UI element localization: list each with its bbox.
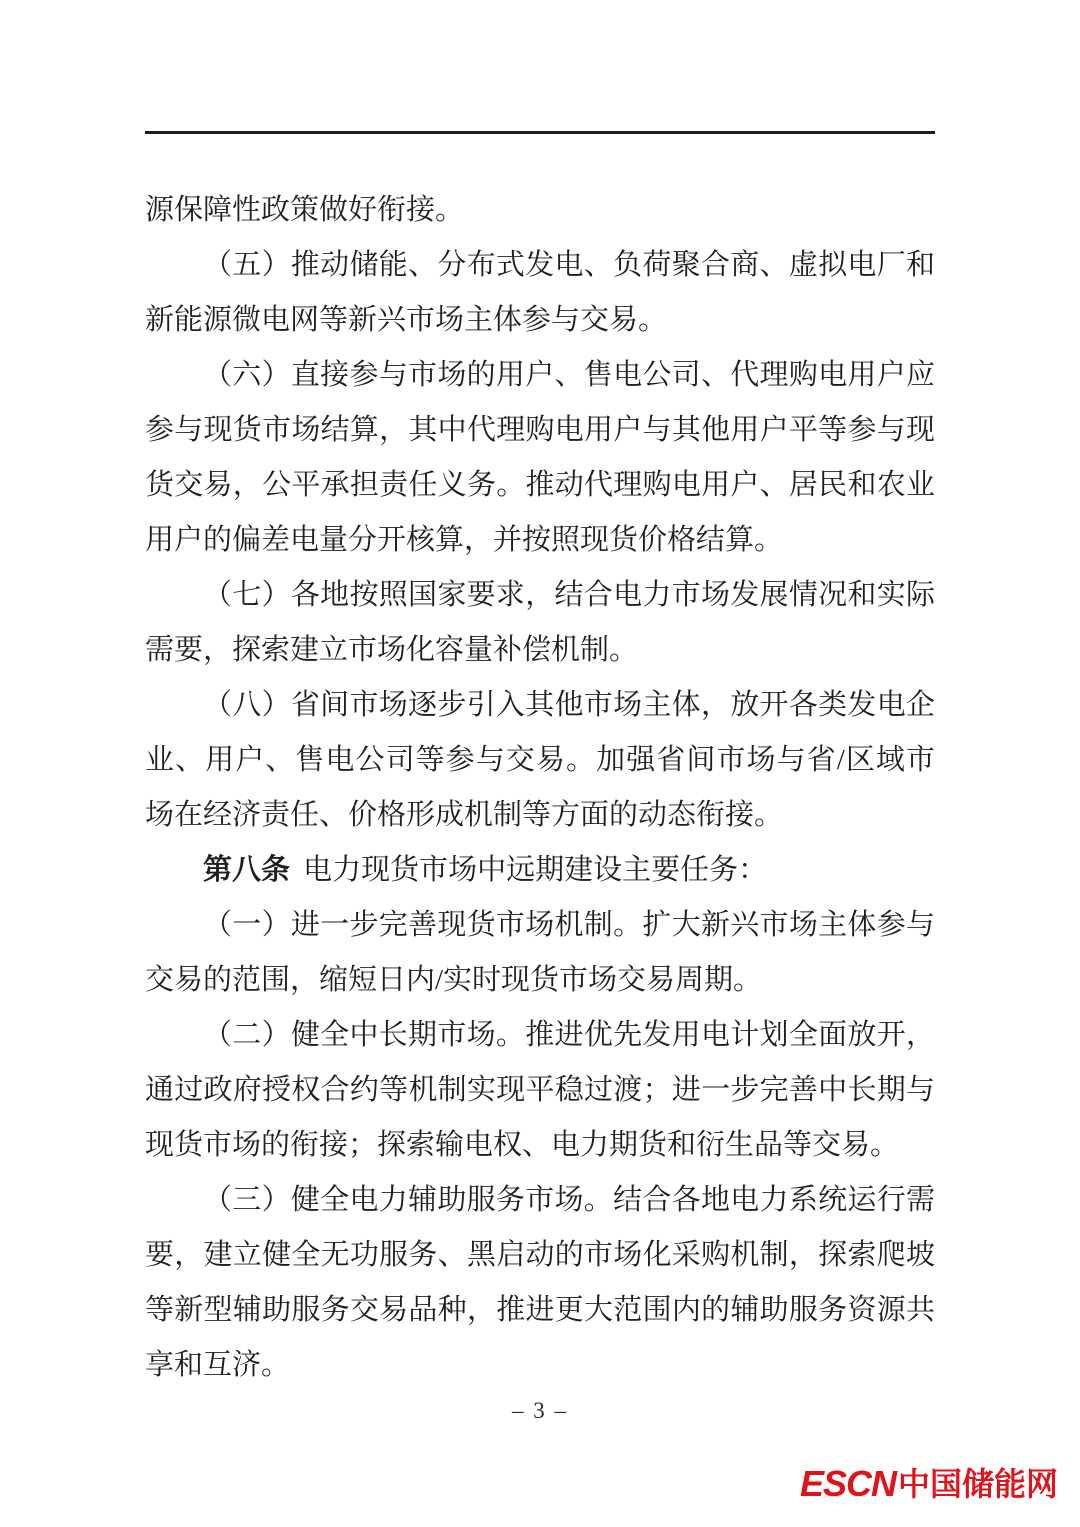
paragraph (145, 898, 935, 1008)
escn-logo (799, 1463, 1058, 1504)
paragraph-text: （五）推动储能、分布式发电、负荷聚合商、虚拟电厂和新能源微电网等新兴市场主体参与交易。 (145, 249, 935, 336)
page-number: – 3 – (512, 1398, 568, 1423)
paragraph-text: （一）进一步完善现货市场机制。扩大新兴市场主体参与交易的范围，缩短日内/实时现货市场交易周期。 (145, 909, 935, 996)
paragraph (145, 1173, 935, 1393)
paragraph (145, 1008, 935, 1173)
paragraph-text: （三）健全电力辅助服务市场。结合各地电力系统运行需要，建立健全无功服务、黑启动的市场化采购机制，探索爬坡等新型辅助服务交易品种，推进更大范围内的辅助服务资源共享和互济。 (145, 1184, 935, 1381)
paragraph (145, 183, 935, 238)
escn-logo-latin: ESCN (799, 1463, 896, 1504)
paragraph-text: 电力现货市场中远期建设主要任务： (303, 854, 768, 886)
header-rule (145, 131, 935, 134)
paragraph (145, 678, 935, 843)
paragraph (145, 568, 935, 678)
paragraph-text: （六）直接参与市场的用户、售电公司、代理购电用户应参与现货市场结算，其中代理购电用户与其他用户平等参与现货交易，公平承担责任义务。推动代理购电用户、居民和农业用户的偏差电量分开核算，并按照现货价格结算。 (145, 359, 935, 556)
article-number-lead: 第八条 (203, 854, 291, 886)
paragraph-text: 源保障性政策做好衔接。 (145, 194, 465, 226)
paragraph-text: （七）各地按照国家要求，结合电力市场发展情况和实际需要，探索建立市场化容量补偿机制。 (145, 579, 935, 666)
paragraph (145, 348, 935, 568)
paragraph (145, 238, 935, 348)
paragraph-text: （八）省间市场逐步引入其他市场主体，放开各类发电企业、用户、售电公司等参与交易。加强省间市场与省/区域市场在经济责任、价格形成机制等方面的动态衔接。 (145, 689, 935, 831)
escn-logo-cjk: 中国储能网 (897, 1466, 1058, 1502)
document-body (145, 183, 935, 1393)
paragraph-text: （二）健全中长期市场。推进优先发用电计划全面放开，通过政府授权合约等机制实现平稳过渡；进一步完善中长期与现货市场的衔接；探索输电权、电力期货和衍生品等交易。 (145, 1019, 935, 1161)
paragraph (145, 843, 935, 898)
